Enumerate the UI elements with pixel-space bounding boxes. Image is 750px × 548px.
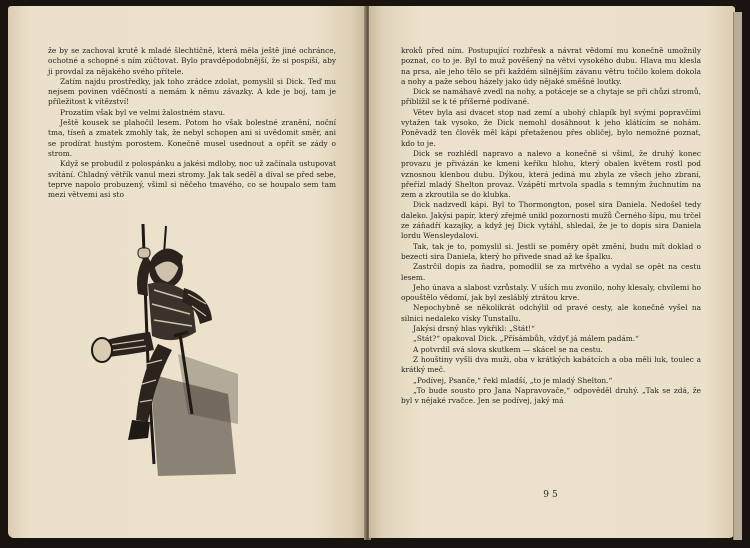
- paragraph: Z houštiny vyšli dva muži, oba v krátkých kabátcích a oba měli luk, toulec a krátký meč.: [401, 354, 701, 375]
- paragraph: Dick se rozhlédl napravo a nalevo a konečně si všiml, že druhý konec provazu je přivázán ke kmeni keříku hlohu, který obalen květem rostl pod vznosnou klenbou dubu. Dýkou, která jediná mu zbyla ze všech jeho zbraní, přeřízl mladý Shelton provaz. Vzápětí mrtvola spadla s temným žuchnutím na zem a zkroutila se do klubka.: [401, 148, 701, 200]
- paragraph: Dick nadzvedl kápi. Byl to Thormongton, posel sira Daniela. Nedošel tedy daleko. Jakýsi papír, který zřejmě unikl pozornosti mužů Černého šípu, mu trčel ze záňadří kazajky, a když jej Dick vytáhl, shledal, že je to dopis sira Daniela lordu Wensleydalovi.: [401, 200, 701, 241]
- paragraph: Dick se namáhavě zvedl na nohy, a potáceje se a chytaje se při chůzi stromů, přiblížil se k té příšerné podívané.: [401, 87, 701, 107]
- paragraph: kroků před ním. Postupující rozbřesk a návrat vědomí mu konečně umožnily poznat, co to je. Byl to muž pověšený na větvi vysokého dubu. Hlava mu klesla na prsa, ale jeho tělo se při každém silnějším závanu větru točilo kolem dokola a nohy a paže sebou házely jako údy nějaké směšné loutky.: [401, 46, 701, 86]
- right-page-text: [401, 46, 701, 406]
- paragraph: Zatím najdu prostředky, jak toho zrádce zdolat, pomyslil si Dick. Teď mu nejsem povinen vděčností a nemám k němu závazky. A kde je boj, tam je příležitost k vítězství!: [48, 76, 336, 107]
- paragraph: A potvrdil svá slova skutkem — skácel se na cestu.: [413, 344, 603, 354]
- page-block-edge: [733, 12, 742, 540]
- paragraph: Když se probudil z polospánku a jakési mdloby, noc už začínala ustupovat svítání. Chladný větřík vanul mezi stromy. Jak tak seděl a díval se před sebe, teprve napolo probuzený, všiml si něčeho tmavého, co se houpalo sem tam mezi větvemi asi sto: [48, 159, 336, 200]
- paragraph: že by se zachoval krutě k mladé šlechtičně, která měla ještě jiné ochránce, ochotné a schopné s ním zúčtovat. Bylo pravděpodobnější, že si pospíší, aby ji provdal za nějakého svého přítele.: [48, 46, 336, 76]
- paragraph: Jakýsi drsný hlas vykřikl: „Stát!“: [413, 324, 535, 334]
- paragraph: Tak, tak je to, pomyslil si. Jestli se poměry opět změní, budu mít doklad o bezecti sira Daniela, který ho přivede snad až ke špalku.: [401, 241, 701, 261]
- left-page-text: [48, 46, 336, 200]
- woodcut-illustration: [88, 224, 238, 482]
- left-page: [8, 6, 366, 538]
- open-book: [8, 6, 742, 542]
- page-number: 95: [543, 490, 561, 500]
- right-page: [369, 6, 735, 538]
- paragraph: „Podívej, Psanče,“ řekl mladší, „to je mladý Shelton.“: [413, 375, 613, 385]
- paragraph: Nepochybně se několikrát odchýlil od pravé cesty, ale konečně vyšel na silnici nedaleko vísky Tunstallu.: [401, 303, 701, 323]
- paragraph: Ještě kousek se plahočil lesem. Potom ho však bolestné zranění, noční tma, tíseň a zmatek zmohly tak, že nebyl schopen ani si uvědomit směr, ani se prodírat hustým porostem. Konečně musel usednout a opřít se zády o strom.: [48, 118, 336, 158]
- paragraph: „To bude sousto pro Jana Napravovače,“ odpověděl druhý. „Tak se zdá, že byl v nějaké rvačce. Jen se podívej, jaký má: [401, 385, 701, 406]
- paragraph: Jeho únava a slabost vzrůstaly. V uších mu zvonilo, nohy klesaly, chvílemi ho opouštělo vědomí, jak byl zesláblý ztrátou krve.: [401, 282, 701, 303]
- paragraph: „Stát?“ opakoval Dick. „Přísámbůh, vždyť já málem padám.“: [413, 334, 639, 344]
- paragraph: Zastrčil dopis za ňadra, pomodlil se za mrtvého a vydal se opět na cestu lesem.: [401, 262, 701, 282]
- paragraph: Větev byla asi dvacet stop nad zemí a ubohý chlapík byl svými popravčími vytažen tak vysoko, že Dick nemohl dosáhnout k jeho klátícím se nohám. Poněvadž ten člověk měl kápi přetaženou přes obličej, bylo nemožné poznat, kdo to je.: [401, 107, 701, 148]
- paragraph: Prozatím však byl ve velmi žalostném stavu.: [60, 107, 226, 117]
